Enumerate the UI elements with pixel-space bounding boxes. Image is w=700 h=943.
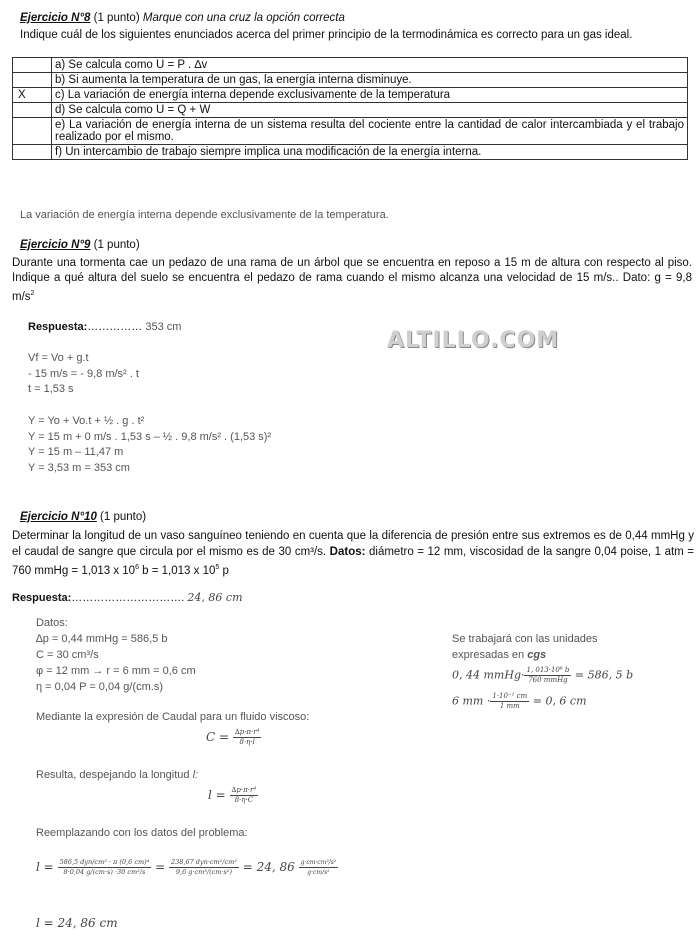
despeje-fraction (230, 786, 259, 805)
despeje-text: Resulta, despejando la longitud (36, 769, 193, 781)
big-fraction-1 (58, 858, 152, 877)
ex10-answer-dots: …………………………. (71, 592, 188, 604)
big-den2: 9,6 g·cm³/(cm·s²) (175, 868, 232, 876)
ex10-text-d: p (219, 564, 229, 577)
ex9-calc1-line: Vf = Vo + g.t (28, 352, 89, 364)
ex8-question: Indique cuál de los siguientes enunciados acerca del primer principio de la termodinámica es correcto para un gas ideal. (20, 29, 633, 41)
ex8-answer: La variación de energía interna depende exclusivamente de la temperatura. (20, 209, 389, 221)
ex9-calc2-line: Y = 15 m – 11,47 m (28, 446, 124, 458)
big-num2: 238,67 dyn·cm²/cm² (170, 858, 237, 866)
ex10-text-a: Determinar la longitud de un vaso sanguíneo teniendo en cuenta que la diferencia de presión entre sus extremos es de 0,44 mmHg y el caudal de sangre que circula por el mismo es de 30 cm³/s. (12, 530, 694, 558)
ex10-sup6: 6 (135, 564, 139, 571)
ex9-answer-label: Respuesta: (28, 321, 88, 333)
ex9-calc1-line: - 15 m/s = - 9,8 m/s² . t (28, 367, 139, 380)
option-text-cell: b) Si aumenta la temperatura de un gas, la energía interna disminuye. (52, 73, 688, 88)
big-unit-den: g·cm/s² (307, 869, 330, 876)
option-mark-cell[interactable] (13, 145, 52, 160)
ex10-conversion-1 (452, 666, 633, 685)
ex10-caudal-text: Mediante la expresión de Caudal para un fluido viscoso: (36, 711, 310, 723)
ex9-statement (12, 256, 692, 305)
ex8-instruction: Marque con una cruz la opción correcta (142, 12, 345, 24)
ex9-calc2 (28, 414, 271, 476)
conv2-right: = 0, 6 cm (529, 694, 587, 708)
conv1-num: 1, 013·10⁶ b (526, 666, 570, 674)
option-row (13, 88, 688, 103)
ex9-calc2-line: Y = 15 m + 0 m/s . 1,53 s – ½ . 9,8 m/s² . (1,53 s)² (28, 430, 272, 443)
ex10-datos-line: C = 30 cm³/s (36, 649, 99, 661)
ex8-heading (20, 12, 345, 24)
ex10-despeje-formula (208, 786, 258, 805)
big-den1: 8·0,04 g/(cm·s) ·30 cm³/s (63, 868, 146, 876)
option-row (13, 103, 688, 118)
ex10-answer-line (12, 591, 243, 604)
ex10-units-note-2: expresadas en cgs (452, 649, 547, 661)
big-unit-num: g·cm·cm²/s² (300, 859, 337, 866)
ex8-title: Ejercicio N°8 (20, 12, 91, 24)
ex10-final: l = 24, 86 cm (36, 916, 118, 930)
ex10-datos-label: Datos: (329, 546, 366, 558)
ex10-text-c: b = 1,013 x 10 (138, 564, 216, 577)
ex10-units-note (452, 631, 598, 663)
conv1-fraction (524, 666, 571, 685)
ex10-answer-label: Respuesta: (12, 592, 72, 604)
ex9-text: Durante una tormenta cae un pedazo de una rama de un árbol que se encuentra en reposo a 15 m de altura con respecto al piso. Indique a qué altura del suelo se encuentra el pedazo de rama cuando el mismo alcanza una velocidad de 15 m/s.. Dato: g = 9,8 m/s (12, 257, 692, 303)
ex9-answer-line (28, 321, 181, 333)
ex8-points: (1 punto) (90, 12, 143, 24)
option-mark-cell[interactable] (13, 73, 52, 88)
conv1-den: 760 mmHg (528, 676, 568, 684)
ex10-heading (20, 511, 146, 523)
ex10-points: (1 punto) (96, 511, 147, 523)
despeje-num: ∆p·π·r⁴ (231, 786, 257, 794)
option-row (13, 58, 688, 73)
ex10-sup5: 5 (215, 564, 220, 571)
conv2-left: 6 mm · (452, 694, 491, 708)
ex10-conversion-2 (452, 692, 587, 711)
option-mark-cell[interactable] (13, 58, 52, 73)
ex10-datos (36, 615, 196, 695)
despeje-lhs: l = (208, 788, 226, 802)
ex9-calc2-line: Y = Yo + Vo.t + ½ . g . t² (28, 415, 145, 427)
big-eq: = (155, 860, 166, 874)
conv1-left: 0, 44 mmHg· (452, 668, 525, 682)
ex10-statement (12, 528, 694, 579)
option-row (13, 118, 688, 145)
ex10-units-note-1: Se trabajará con las unidades (452, 633, 598, 645)
ex9-answer-value: 353 cm (145, 321, 182, 333)
caudal-fraction (233, 728, 262, 747)
ex9-title: Ejercicio N°9 (20, 239, 91, 251)
ex9-answer-dots: …………… (87, 321, 146, 333)
ex10-datos-line: ∆p = 0,44 mmHg = 586,5 b (36, 633, 168, 645)
ex10-text-b: diámetro = 12 mm, viscosidad de la sangre 0,04 poise, 1 atm = 760 mmHg = 1,013 x 10 (12, 546, 694, 577)
big-result: = 24, 86 (242, 860, 295, 874)
option-mark-cell[interactable]: X (13, 88, 52, 103)
option-row (13, 73, 688, 88)
option-mark-cell[interactable] (13, 118, 52, 145)
big-unit-fraction (299, 858, 339, 877)
option-text-cell: a) Se calcula como U = P . ∆v (52, 58, 688, 73)
ex10-reemplazo-text: Reemplazando con los datos del problema: (36, 827, 248, 839)
ex10-caudal-formula (206, 728, 261, 747)
ex10-datos-line: Datos: (36, 617, 68, 629)
ex10-big-formula (36, 858, 338, 877)
option-mark-cell[interactable] (13, 103, 52, 118)
caudal-lhs: C = (206, 730, 230, 744)
conv2-den: 1 mm (499, 702, 520, 710)
ex10-datos-line: φ = 12 mm → r = 6 mm = 0,6 cm (36, 665, 196, 677)
caudal-num: ∆p·π·r⁴ (234, 728, 260, 736)
ex9-text-sup: 2 (30, 290, 35, 297)
option-text-cell: d) Se calcula como U = Q + W (52, 103, 688, 118)
ex9-points: (1 punto) (90, 239, 140, 251)
ex9-calc1-line: t = 1,53 s (28, 383, 74, 395)
conv2-fraction (490, 692, 529, 711)
big-fraction-2 (169, 858, 239, 877)
ex10-units-cgs: cgs (527, 649, 547, 661)
ex10-answer-value: 24, 86 cm (187, 591, 243, 604)
conv2-num: 1·10⁻¹ cm (492, 692, 528, 700)
ex9-heading (20, 239, 140, 251)
option-text-cell: f) Un intercambio de trabajo siempre implica una modificación de la energía interna. (52, 145, 688, 160)
conv1-right: = 586, 5 b (571, 668, 634, 682)
option-row (13, 145, 688, 160)
despeje-l: l: (192, 769, 199, 781)
ex10-datos-line: η = 0,04 P = 0,04 g/(cm.s) (36, 681, 163, 693)
ex9-calc1 (28, 351, 139, 398)
ex10-despeje-text (36, 769, 198, 781)
caudal-den: 8·η·l (239, 738, 255, 746)
despeje-den: 8·η·C (234, 796, 254, 804)
big-num1: 586,5 dyn/cm² · π (0,6 cm)⁴ (59, 858, 150, 866)
big-lhs: l = (36, 860, 54, 874)
option-text-cell: c) La variación de energía interna depende exclusivamente de la temperatura (52, 88, 688, 103)
watermark-logo: ALTILLO.COM (387, 328, 560, 353)
ex9-calc2-line: Y = 3,53 m = 353 cm (28, 461, 130, 474)
ex8-options-table (12, 57, 688, 160)
ex10-title: Ejercicio N°10 (20, 511, 97, 523)
option-text-cell: e) La variación de energía interna de un sistema resulta del cociente entre la cantidad de calor intercambiada y el trabajo realizado por el mismo. (52, 118, 688, 145)
